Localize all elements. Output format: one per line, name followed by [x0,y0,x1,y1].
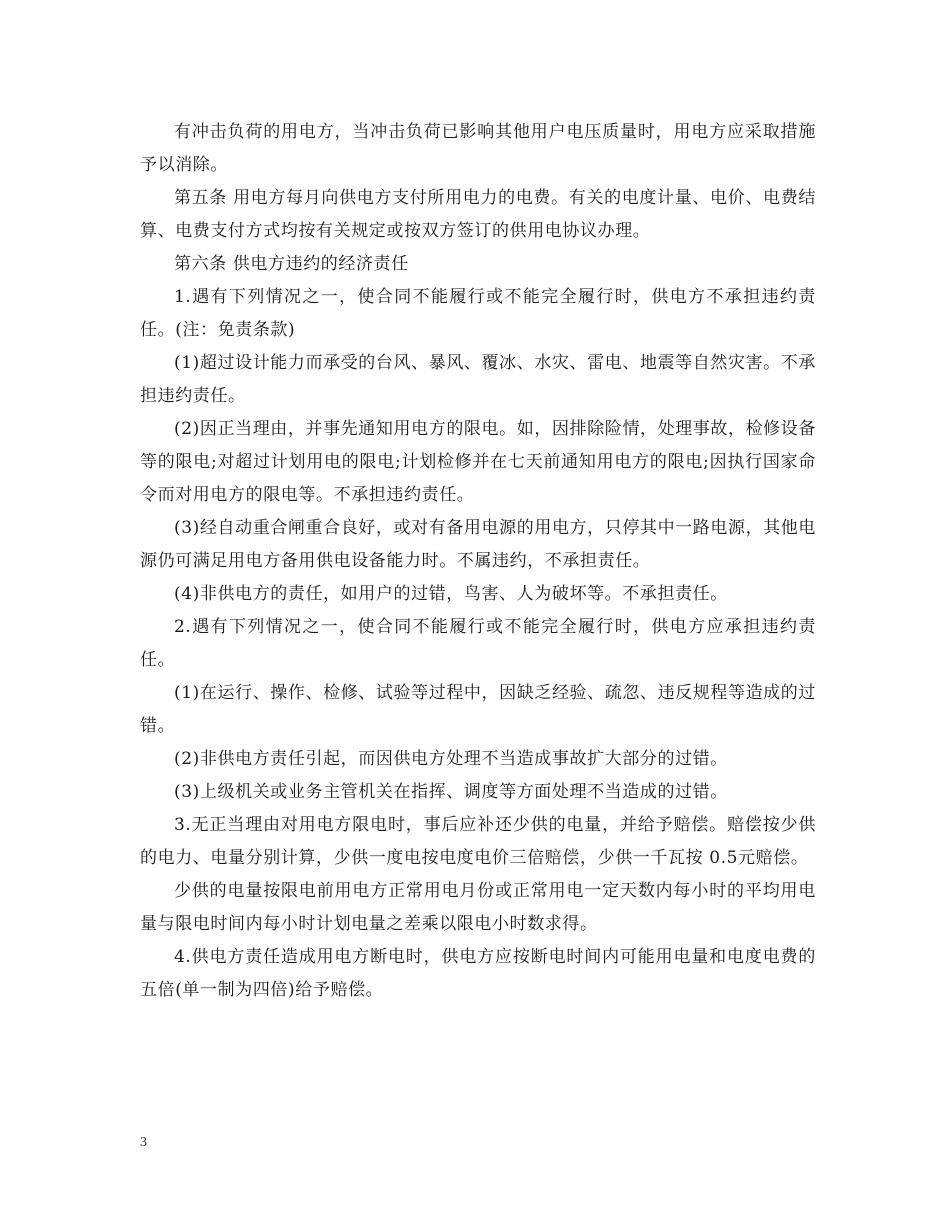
paragraph: 2.遇有下列情况之一，使合同不能履行或不能完全履行时，供电方应承担违约责任。 [140,617,816,670]
paragraph: 第五条 用电方每月向供电方支付所用电力的电费。有关的电度计量、电价、电费结算、电费支付方式均按有关规定或按双方签订的供用电协议办理。 [140,188,816,241]
paragraph: (4)非供电方的责任，如用户的过错，鸟害、人为破坏等。不承担责任。 [174,584,728,604]
paragraph: (1)在运行、操作、检修、试验等过程中，因缺乏经验、疏忽、违反规程等造成的过错。 [140,683,816,736]
paragraph: 3.无正当理由对用电方限电时，事后应补还少供的电量，并给予赔偿。赔偿按少供的电力、电量分别计算，少供一度电按电度电价三倍赔偿，少供一千瓦按 0.5元赔偿。 [140,815,816,868]
paragraph: (1)超过设计能力而承受的台风、暴风、覆冰、水灾、雷电、地震等自然灾害。不承担违约责任。 [140,353,816,406]
paragraph: (2)非供电方责任引起，而因供电方处理不当造成事故扩大部分的过错。 [174,749,728,769]
document-body [140,116,816,1007]
paragraph: 有冲击负荷的用电方，当冲击负荷已影响其他用户电压质量时，用电方应采取措施予以消除。 [140,122,816,175]
paragraph: (2)因正当理由，并事先通知用电方的限电。如，因排除险情，处理事故，检修设备等的限电;对超过计划用电的限电;计划检修并在七天前通知用电方的限电;因执行国家命令而对用电方的限电等。不承担违约责任。 [140,419,816,505]
paragraph: (3)上级机关或业务主管机关在指挥、调度等方面处理不当造成的过错。 [174,782,728,802]
paragraph: 4.供电方责任造成用电方断电时，供电方应按断电时间内可能用电量和电度电费的五倍(单一制为四倍)给予赔偿。 [140,947,816,1000]
paragraph: 少供的电量按限电前用电方正常用电月份或正常用电一定天数内每小时的平均用电量与限电时间内每小时计划电量之差乘以限电小时数求得。 [140,881,816,934]
section-heading: 第六条 供电方违约的经济责任 [174,254,409,274]
paragraph: 1.遇有下列情况之一，使合同不能履行或不能完全履行时，供电方不承担违约责任。(注：免责条款) [140,287,816,340]
paragraph: (3)经自动重合闸重合良好，或对有备用电源的用电方，只停其中一路电源，其他电源仍可满足用电方备用供电设备能力时。不属违约，不承担责任。 [140,518,816,571]
page-number: 3 [140,1135,147,1150]
